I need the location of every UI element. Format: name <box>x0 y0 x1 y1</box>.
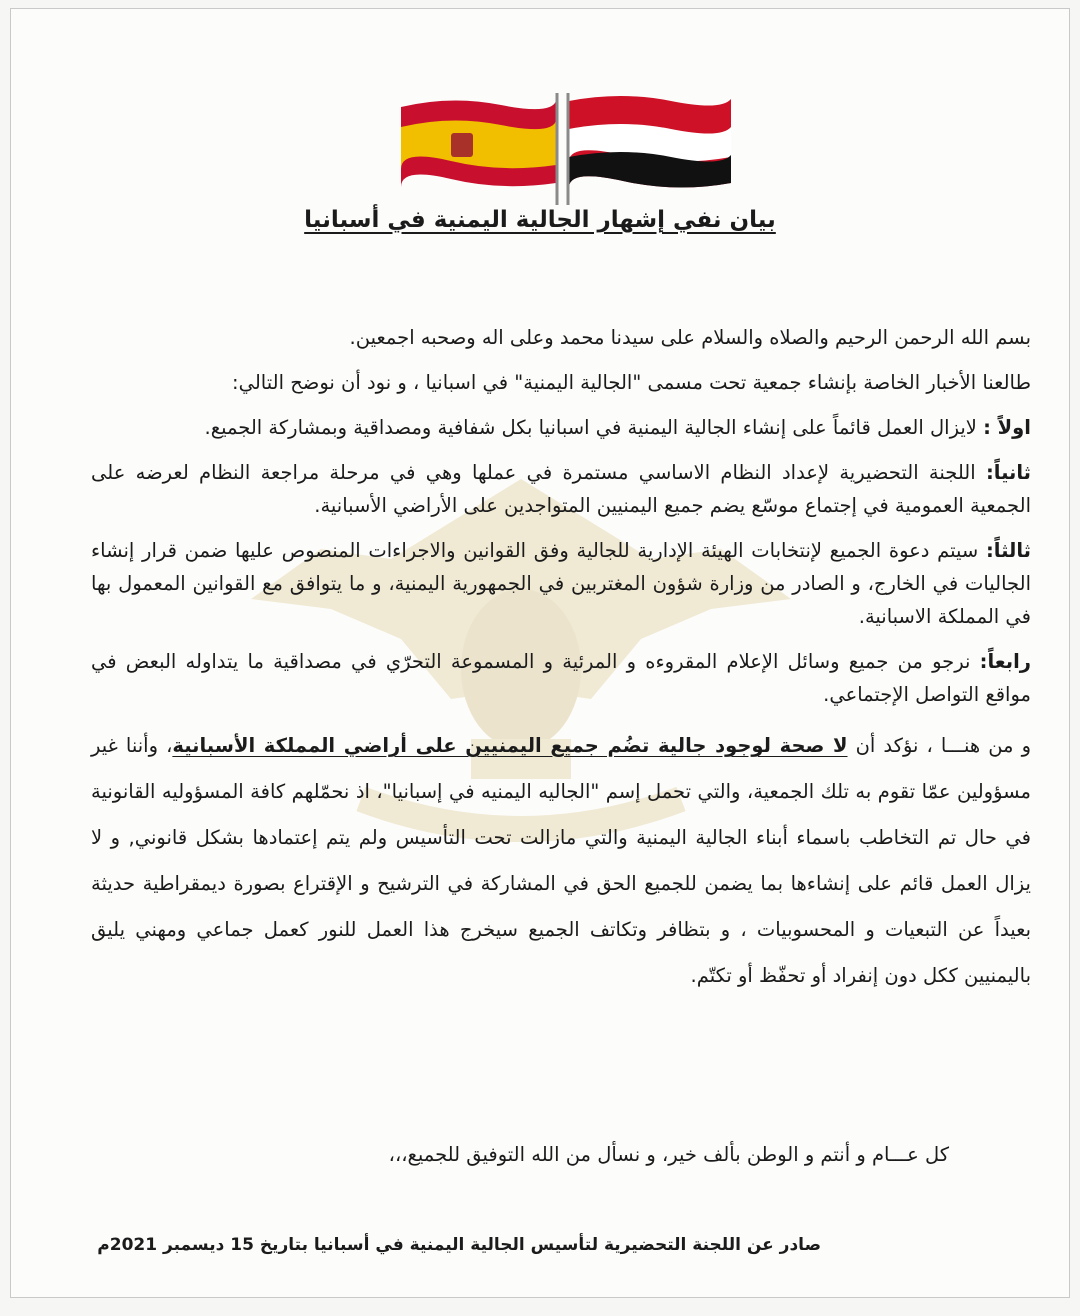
document-page <box>10 8 1070 1298</box>
point-3 <box>91 534 1031 633</box>
document-body <box>91 321 1031 1011</box>
spain-yemen-flags-icon <box>391 87 736 205</box>
point-1-text: لايزال العمل قائماً على إنشاء الجالية اليمنية في اسبانيا بكل شفافية ومصداقية وبمشاركة الجميع. <box>204 416 984 439</box>
intro-paragraph: طالعنا الأخبار الخاصة بإنشاء جمعية تحت مسمى "الجالية اليمنية" في اسبانيا ، و نود أن نوضح التالي: <box>232 371 1031 394</box>
point-1 <box>91 411 1031 444</box>
point-2-text: اللجنة التحضيرية لإعداد النظام الاساسي مستمرة في عملها وهي في مرحلة مراجعة النظام لعرضه على الجمعية العمومية في إجتماع موسّع يضم جميع اليمنيين المتواجدين على الأراضي الأسبانية. <box>91 461 1031 517</box>
final-emphasis: لا صحة لوجود جالية تضُم جميع اليمنيين على أراضي المملكة الأسبانية <box>172 734 848 757</box>
point-2-lead: ثانياً: <box>985 461 1031 484</box>
point-3-lead: ثالثاً: <box>985 539 1031 562</box>
final-paragraph <box>91 723 1031 999</box>
point-4 <box>91 645 1031 711</box>
point-2 <box>91 456 1031 522</box>
closing-line: كل عـــام و أنتم و الوطن بألف خير، و نسأل من الله التوفيق للجميع،،، <box>388 1143 949 1166</box>
point-4-text: نرجو من جميع وسائل الإعلام المقروءه و المرئية و المسموعة التحرّي في مصداقية ما يتداوله البعض في مواقع التواصل الإجتماعي. <box>91 650 1031 706</box>
point-1-lead: اولاً : <box>983 416 1031 439</box>
final-post: ، وأننا غير مسؤولين عمّا تقوم به تلك الجمعية، والتي تحمل إسم "الجاليه اليمنيه في إسبانيا"، اذ نحمّلهم كافة المسؤوليه القانونية في حال تم التخاطب باسماء أبناء الجالية اليمنية والتي مازالت تحت التأسيس ولم يتم إعتمادها بشكل قانوني, و لا يزال العمل قائم على إنشاءها بما يضمن للجميع الحق في المشاركة في الترشيح و الإقتراع بصورة ديمقراطية حديثة بعيداً عن التبعيات و المحسوبيات ، و بتظافر وتكاتف الجميع سيخرج هذا العمل للنور كعمل جماعي ومهني يليق باليمنيين ككل دون إنفراد أو تحفّظ أو تكتّم. <box>91 734 1031 987</box>
final-pre: و من هنـــا ، نؤكد أن <box>847 734 1031 757</box>
issued-by-footer: صادر عن اللجنة التحضيرية لتأسيس الجالية اليمنية في أسبانيا بتاريخ 15 ديسمبر 2021م <box>97 1235 821 1255</box>
point-3-text: سيتم دعوة الجميع لإنتخابات الهيئة الإدارية للجالية وفق القوانين والاجراءات المنصوص عليها ضمن قرار إنشاء الجاليات في الخارج، و الصادر من وزارة شؤون المغتربين في الجمهورية اليمنية، و ما يتوافق مع القوانين المعمول بها في المملكة الاسبانية. <box>91 539 1031 628</box>
basmala-paragraph: بسم الله الرحمن الرحيم والصلاه والسلام على سيدنا محمد وعلى اله وصحبه اجمعين. <box>349 326 1031 349</box>
page-title: بيان نفي إشهار الجالية اليمنية في أسبانيا <box>304 207 776 233</box>
point-4-lead: رابعاً: <box>979 650 1031 673</box>
